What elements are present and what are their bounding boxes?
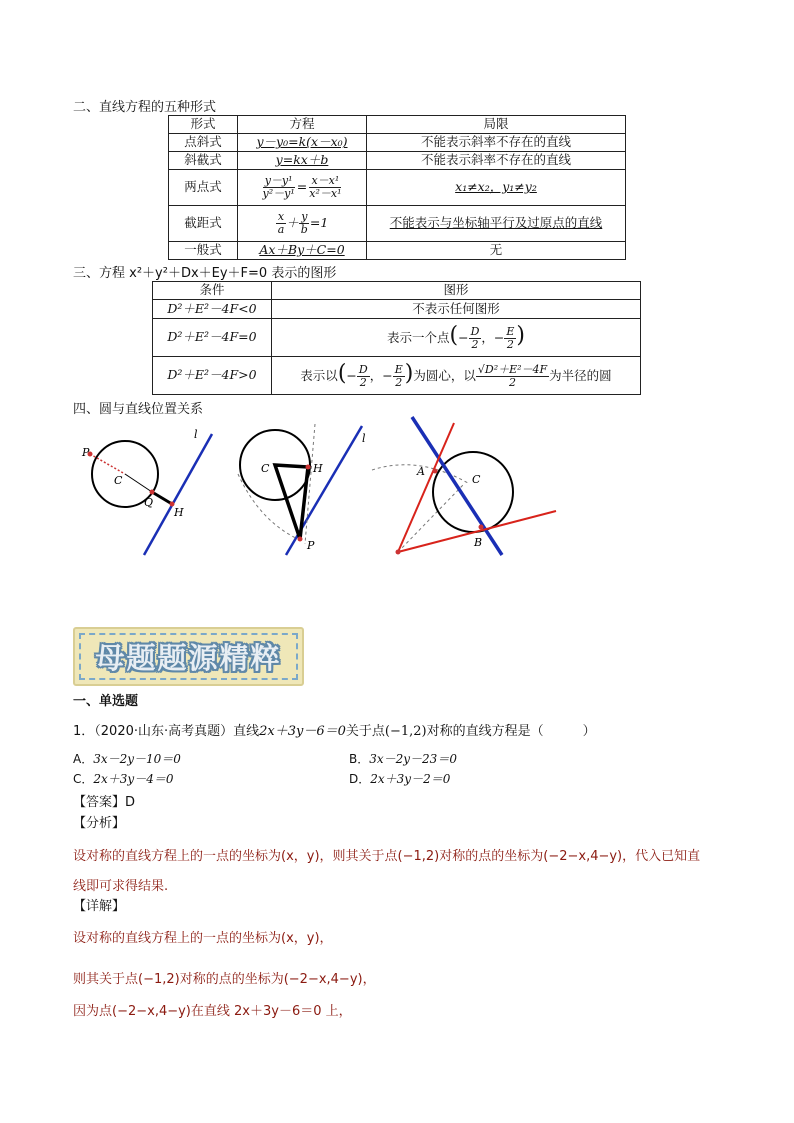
option-b[interactable]: B．3x－2y－23＝0 (349, 752, 457, 766)
condition-cell: D²＋E²－4F=0 (153, 319, 272, 357)
label-a: A (417, 465, 425, 478)
table-row (153, 357, 641, 395)
condition-cell: D²＋E²－4F>0 (153, 357, 272, 395)
label-p: P (82, 446, 90, 459)
limit-cell: 不能表示斜率不存在的直线 (367, 134, 626, 152)
question-text: 关于点 (345, 724, 385, 739)
detail-line-3: 因为点(−2−x,4−y)在直线 2x＋3y－6＝0 上， (73, 1004, 352, 1019)
table-row (169, 134, 626, 152)
label-c: C (261, 462, 270, 475)
label-c: C (114, 474, 123, 487)
fraction: $\frac{\text{x－x¹}}{\text{x²－x¹}}$ (309, 173, 342, 200)
table-row (169, 170, 626, 206)
detail-line-1: 设对称的直线方程上的一点的坐标为(x，y)， (73, 931, 333, 946)
equation-cell: Ax＋By＋C=0 (238, 242, 367, 260)
form-cell: 一般式 (169, 242, 238, 260)
label-h: H (313, 462, 323, 475)
label-c: C (472, 473, 481, 486)
table-row (169, 152, 626, 170)
point-q (150, 490, 155, 495)
detail-line-2: 则其关于点(−1,2)对称的点的坐标为(−2−x,4−y)， (73, 972, 376, 987)
tangent-line-a (398, 423, 454, 552)
option-d[interactable]: D．2x＋3y－2＝0 (349, 772, 451, 786)
label-p: P (307, 539, 315, 552)
form-cell: 截距式 (169, 206, 238, 242)
source-banner (73, 627, 304, 686)
label-q: Q (144, 496, 154, 509)
question-stem (73, 720, 596, 739)
label-b: B (474, 536, 483, 549)
analysis-line-1: 设对称的直线方程上的一点的坐标为(x，y)，则其关于点(−1,2)对称的点的坐标为(−2−x,4−y)，代入已知直 (73, 849, 701, 864)
option-a[interactable]: A．3x－2y－10＝0 (73, 752, 181, 766)
fraction: $\frac{y}{b}$ (300, 209, 308, 236)
option-c[interactable]: C．2x＋3y－4＝0 (73, 772, 174, 786)
chord-line (412, 417, 502, 555)
point-h (306, 465, 311, 470)
condition-cell: D²＋E²－4F<0 (153, 300, 272, 319)
dashed-aux (398, 485, 463, 552)
point-external (396, 550, 401, 555)
table-row (153, 319, 641, 357)
figure-cell: 表示以(− $\frac{D}{2}$ ，− $\frac{E}{2}$ )为圆心，以 $\frac{\text{√D²＋E²－4F}}{2}$ 为半径的圆 (272, 357, 641, 395)
point-p (298, 537, 303, 542)
table-header: 方程 (238, 116, 367, 134)
question-text: 对称的直线方程是（ ） (426, 724, 596, 739)
circle (433, 452, 513, 532)
dashed-radius (90, 454, 125, 474)
fraction: $\frac{x}{a}$ (277, 209, 285, 236)
limit-cell: 不能表示与坐标轴平行及过原点的直线 (367, 206, 626, 242)
section2-title: 二、直线方程的五种形式 (73, 100, 217, 115)
equation-cell: y－y₀=k(x－x₀) (238, 134, 367, 152)
question-source: 1．（2020·山东·高考真题）直线 (73, 724, 260, 739)
fraction: $\frac{\text{y－y¹}}{\text{y²－y¹}}$ (262, 173, 295, 200)
analysis-line-2: 线即可求得结果. (73, 879, 169, 894)
table-row (169, 242, 626, 260)
table-header: 形式 (169, 116, 238, 134)
form-cell: 两点式 (169, 170, 238, 206)
form-cell: 斜截式 (169, 152, 238, 170)
figure-two-tangents (368, 415, 568, 560)
center-segment (125, 474, 152, 492)
table-header: 局限 (367, 116, 626, 134)
circle-equation-table (152, 281, 641, 395)
question-point: (−1,2) (384, 724, 427, 739)
distance-segment (152, 492, 172, 504)
label-l: l (194, 428, 198, 441)
equation-cell: $\frac{\text{y－y¹}}{\text{y²－y¹}}$ = $\frac{\text{x－x¹}}{\text{x²－x¹}}$ (238, 170, 367, 206)
single-choice-title: 一、单选题 (73, 694, 139, 709)
table-header: 条件 (153, 282, 272, 300)
label-l: l (362, 432, 366, 445)
figure-cell: 不表示任何图形 (272, 300, 641, 319)
section4-title: 四、圆与直线位置关系 (73, 402, 204, 417)
equation-cell: $\frac{x}{a}$ ＋ $\frac{y}{b}$ =1 (238, 206, 367, 242)
table-row (153, 300, 641, 319)
line-forms-table (168, 115, 626, 260)
analysis-label: 【分析】 (73, 816, 126, 831)
form-cell: 点斜式 (169, 134, 238, 152)
banner-title: 母题题源精粹 (95, 641, 282, 675)
limit-cell: 不能表示斜率不存在的直线 (367, 152, 626, 170)
label-h: H (174, 506, 184, 519)
point-a (433, 469, 438, 474)
answer: 【答案】D (73, 795, 136, 810)
section3-title: 三、方程 x²＋y²＋Dx＋Ey＋F=0 表示的图形 (73, 266, 337, 281)
figure-cell: 表示一个点(− $\frac{D}{2}$ ，− $\frac{E}{2}$ ) (272, 319, 641, 357)
figure-tangent-from-point (230, 422, 380, 562)
point-b (479, 525, 484, 530)
equation-cell: y=kx＋b (238, 152, 367, 170)
detail-label: 【详解】 (73, 899, 126, 914)
table-row (169, 206, 626, 242)
limit-cell: 无 (367, 242, 626, 260)
table-header: 图形 (272, 282, 641, 300)
question-equation: 2x＋3y－6＝0 (259, 724, 346, 739)
figure-circle-line-distance (78, 422, 228, 562)
limit-cell: x₁≠x₂，y₁≠y₂ (367, 170, 626, 206)
